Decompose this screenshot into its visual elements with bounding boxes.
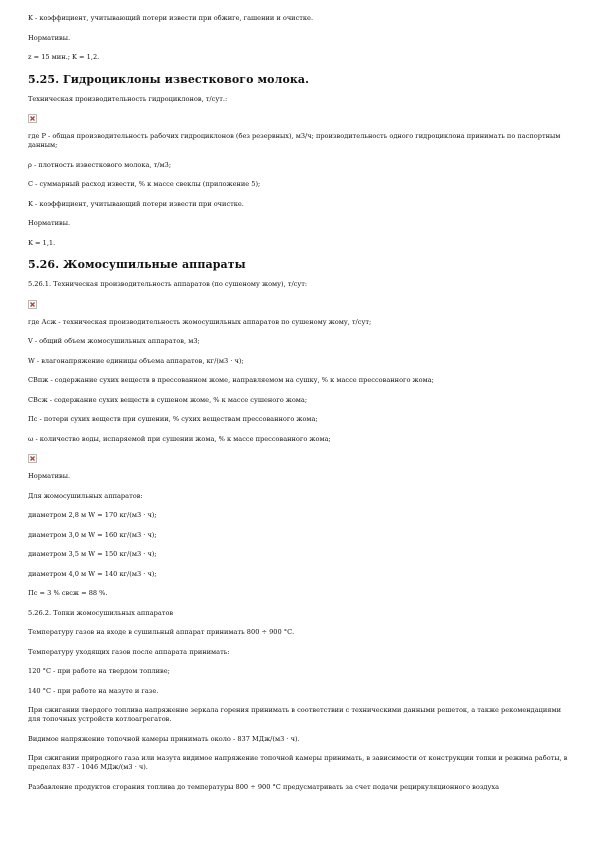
paragraph-normatives-3: Нормативы.: [28, 472, 71, 480]
paragraph-cv-pressed: CВпж - содержание сухих веществ в прессованном жоме, направляемом на сушку, % к массе прессованного жома;: [28, 376, 434, 384]
paragraph-hydrocyclone-capacity: Техническая производительность гидроциклонов, т/сут.:: [28, 94, 228, 103]
paragraph-5-26-2: 5.26.2. Топки жомосушильных аппаратов: [28, 608, 174, 617]
document-page: [28, 14, 573, 802]
paragraph-normatives: Нормативы.: [28, 33, 71, 42]
paragraph-dilution: Разбавление продуктов сгорания топлива до температуры 800 ÷ 900 °С предусматривать за счет подачи рециркуляционного воздуха: [28, 782, 500, 791]
paragraph-losses: Пс - потери сухих веществ при сушении, % сухих веществам прессованного жома;: [28, 415, 318, 423]
paragraph-c-lime: C - суммарный расход извести, % к массе свеклы (приложение 5);: [28, 180, 261, 188]
paragraph-140c: 140 °С - при работе на мазуте и газе.: [28, 686, 159, 695]
paragraph-rho: ρ - плотность известкового молока, т/м3;: [28, 160, 172, 169]
paragraph-cv-dried: CВсж - содержание сухих веществ в сушеном жоме, % к массе сушеного жома;: [28, 395, 308, 404]
broken-image-icon: [28, 114, 37, 123]
heading-5-25: 5.25. Гидроциклоны известкового молока.: [28, 72, 310, 86]
paragraph-exhaust-temp: Температуру уходящих газов после аппарата принимать:: [28, 647, 230, 656]
paragraph-d-2-8: диаметром 2,8 м W = 170 кг/(м3 · ч);: [28, 511, 157, 519]
paragraph-w-moisture: W - влагонапряжение единицы объема аппаратов, кг/(м3 · ч);: [28, 356, 244, 365]
broken-image-icon: [28, 454, 37, 463]
paragraph-z-k-values: z = 15 мин.; K = 1,2.: [28, 53, 100, 61]
paragraph-d-3-5: диаметром 3,5 м W = 150 кг/(м3 · ч);: [28, 550, 157, 558]
paragraph-visible-stress: Видимое напряжение топочной камеры принимать около - 837 МДж/(м3 · ч).: [28, 734, 300, 743]
paragraph-gas-mazut: При сжигании природного газа или мазута видимое напряжение топочной камеры принимать, в зависимости от конструкции топки и режима работы, в пределах 837 - 1046 МДж/(м3 · ч).: [28, 754, 568, 771]
paragraph-omega: ω - количество воды, испаряемой при сушении жома, % к массе прессованного жома;: [28, 434, 331, 443]
paragraph-k-cleaning: K - коэффициент, учитывающий потери извести при очистке.: [28, 199, 244, 208]
paragraph-pc-value: Пс = 3 % свсж = 88 %.: [28, 589, 108, 597]
paragraph-normatives-2: Нормативы.: [28, 219, 71, 227]
paragraph-inlet-temp: Температуру газов на входе в сушильный аппарат принимать 800 ÷ 900 °С.: [28, 628, 295, 636]
paragraph-for-dryers: Для жомосушильных аппаратов:: [28, 491, 143, 500]
paragraph-120c: 120 °С - при работе на твердом топливе;: [28, 667, 170, 675]
paragraph-where-a: где Асж - техническая производительность жомосушильных аппаратов по сушеному жому, т/сут;: [28, 317, 372, 326]
paragraph-v-volume: V - общий объем жомосушильных аппаратов, м3;: [28, 337, 200, 345]
paragraph-where-p: где P - общая производительность рабочих гидроциклонов (без резервных), м3/ч; производительность одного гидроциклона принимать по паспортным данным;: [28, 132, 561, 149]
heading-5-26: 5.26. Жомосушильные аппараты: [28, 258, 246, 271]
paragraph-d-3-0: диаметром 3,0 м W = 160 кг/(м3 · ч);: [28, 530, 157, 539]
paragraph-d-4-0: диаметром 4,0 м W = 140 кг/(м3 · ч);: [28, 569, 157, 578]
paragraph-5-26-1: 5.26.1. Техническая производительность аппаратов (по сушеному жому), т/сут:: [28, 280, 308, 288]
paragraph-k-lime-loss: K - коэффициент, учитывающий потери извести при обжиге, гашении и очистке.: [28, 14, 314, 22]
paragraph-k-value: K = 1,1.: [28, 238, 56, 247]
paragraph-solid-fuel: При сжигании твердого топлива напряжение зеркала горения принимать в соответствии с техническими данными решеток, а также рекомендациями для топочных устройств котлоагрегатов.: [28, 706, 561, 723]
broken-image-icon: [28, 300, 37, 309]
